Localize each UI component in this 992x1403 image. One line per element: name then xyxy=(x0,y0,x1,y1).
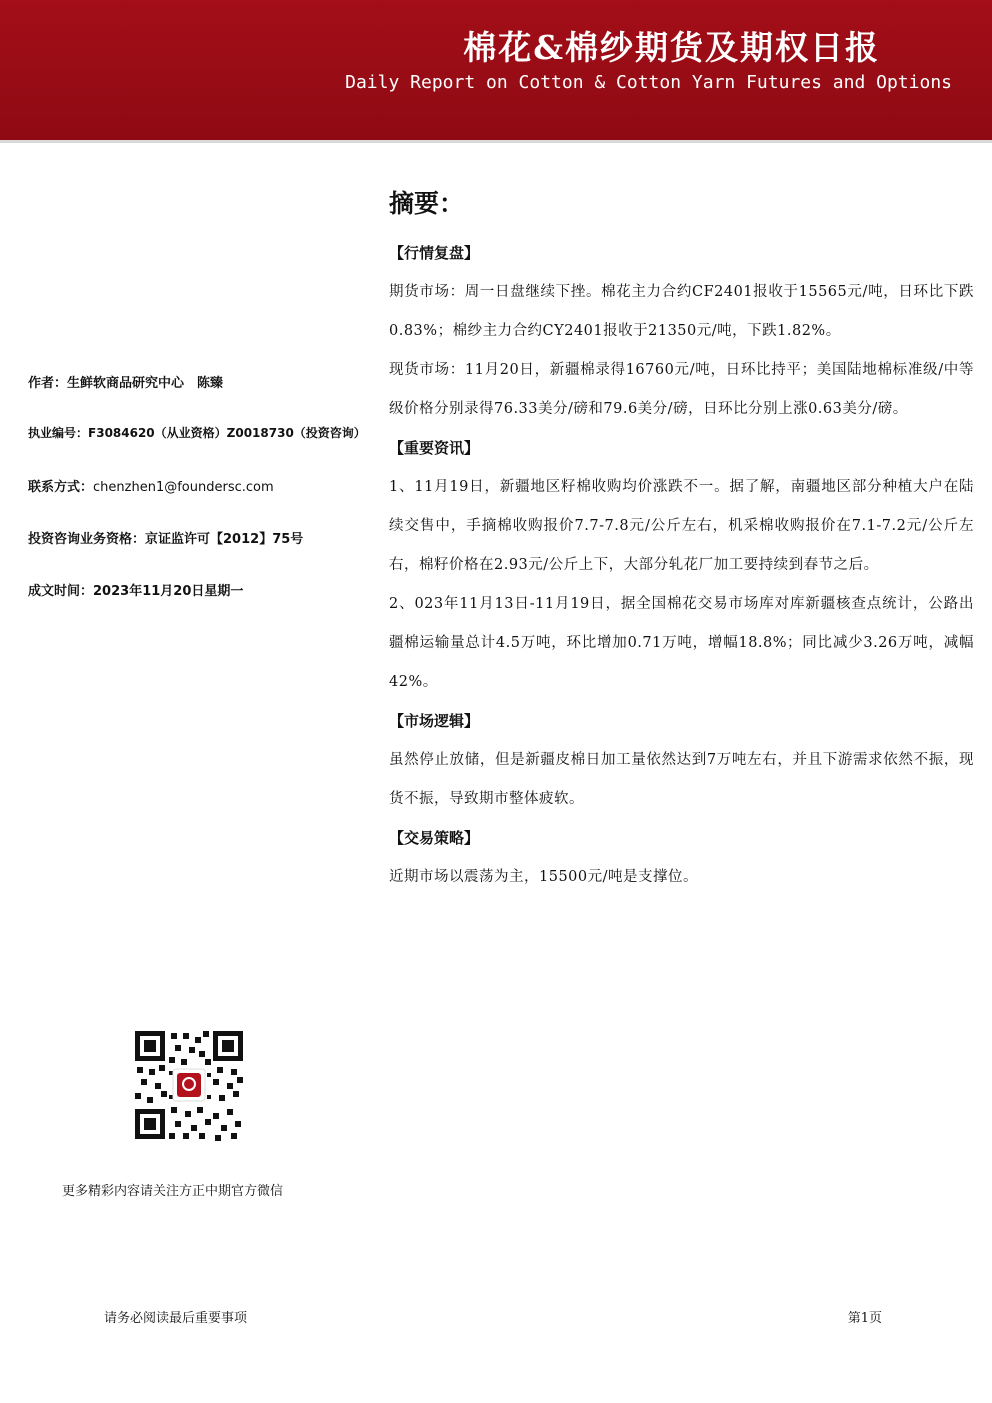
qualification-label: 投资咨询业务资格： xyxy=(28,532,146,547)
author-label: 作者： xyxy=(28,376,68,391)
contact-label: 联系方式： xyxy=(28,480,94,495)
date-label: 成文时间： xyxy=(28,584,94,599)
date-line xyxy=(28,580,368,632)
license-label: 执业编号： xyxy=(28,426,89,440)
date-value: 2023年11月20日星期一 xyxy=(93,584,244,599)
contact-email[interactable]: chenzhen1@foundersc.com xyxy=(93,480,274,495)
wechat-qr-code xyxy=(133,1029,245,1141)
page-number: 第1页 xyxy=(847,1311,882,1326)
qualification-value: 京证监许可【2012】75号 xyxy=(145,532,304,547)
author-line xyxy=(28,372,368,424)
qualification-line xyxy=(28,528,368,580)
author-value: 生鲜软商品研究中心 陈臻 xyxy=(67,376,224,391)
report-title: 棉花&棉纱期货及期权日报 xyxy=(463,28,880,67)
paragraph-news-2: 2、023年11月13日-11月19日，据全国棉花交易市场库对库新疆核查点统计，公路出疆棉运输量总计4.5万吨，环比增加0.71万吨，增幅18.8%；同比减少3.26万吨，减幅42%。 xyxy=(389,596,974,690)
license-line xyxy=(28,424,368,476)
paragraph-strategy: 近期市场以震荡为主，15500元/吨是支撑位。 xyxy=(389,869,699,885)
footer-notice: 请务必阅读最后重要事项 xyxy=(104,1311,248,1326)
paragraph-news-1: 1、11月19日，新疆地区籽棉收购均价涨跌不一。据了解，南疆地区部分种植大户在陆续交售中，手摘棉收购报价7.7-7.8元/公斤左右，机采棉收购报价在7.1-7.2元/公斤左右，棉籽价格在2.93元/公斤上下，大部分轧花厂加工要持续到春节之后。 xyxy=(389,479,974,573)
summary-content xyxy=(389,184,974,897)
author-info-panel xyxy=(28,372,368,632)
section-heading-market-logic: 【市场逻辑】 xyxy=(389,712,480,730)
report-subtitle: Daily Report on Cotton & Cotton Yarn Futures and Options xyxy=(345,72,952,93)
report-header xyxy=(0,0,992,143)
qr-caption: 更多精彩内容请关注方正中期官方微信 xyxy=(62,1184,284,1199)
contact-line xyxy=(28,476,368,528)
paragraph-market-logic: 虽然停止放储，但是新疆皮棉日加工量依然达到7万吨左右，并且下游需求依然不振，现货不振，导致期市整体疲软。 xyxy=(389,752,974,807)
section-heading-strategy: 【交易策略】 xyxy=(389,829,480,847)
paragraph-futures-market: 期货市场：周一日盘继续下挫。棉花主力合约CF2401报收于15565元/吨，日环比下跌0.83%；棉纱主力合约CY2401报收于21350元/吨，下跌1.82%。 xyxy=(389,284,974,339)
license-value: F3084620（从业资格）Z0018730（投资咨询） xyxy=(88,426,366,440)
paragraph-spot-market: 现货市场：11月20日，新疆棉录得16760元/吨，日环比持平；美国陆地棉标准级/中等级价格分别录得76.33美分/磅和79.6美分/磅，日环比分别上涨0.63美分/磅。 xyxy=(389,362,974,417)
summary-title: 摘要： xyxy=(389,189,465,218)
section-heading-news: 【重要资讯】 xyxy=(389,439,480,457)
section-heading-market-review: 【行情复盘】 xyxy=(389,244,480,262)
